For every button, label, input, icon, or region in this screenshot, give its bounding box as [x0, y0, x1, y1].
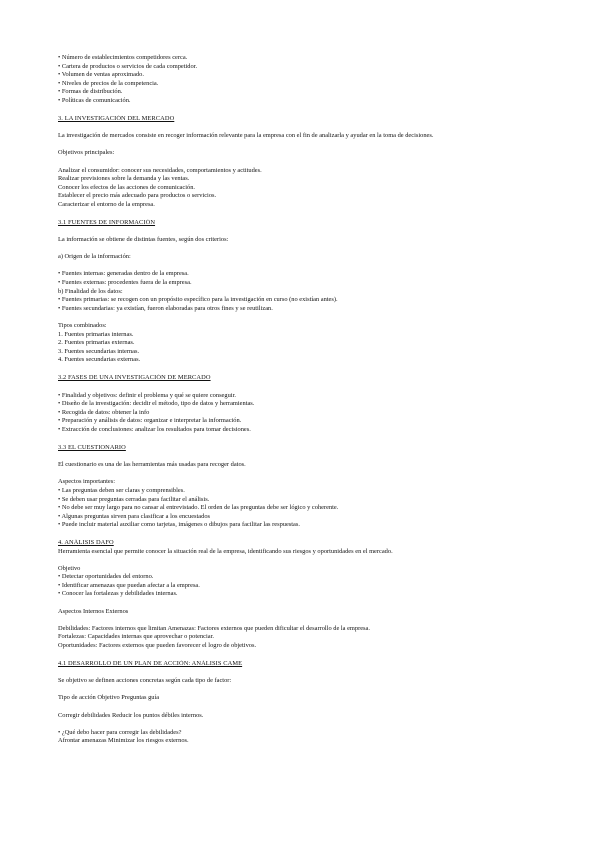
paragraph: Se objetivo se definen acciones concretas según cada tipo de factor: — [58, 677, 232, 685]
section-heading-came: 4.1 DESARROLLO DE UN PLAN DE ACCIÓN: ANÁLISIS CAME — [58, 659, 243, 667]
section-heading-fuentes: 3.1 FUENTES DE INFORMACIÓN — [58, 218, 156, 226]
list-item: • ¿Qué debo hacer para corregir las debilidades? — [58, 728, 182, 736]
subheading: Objetivos principales: — [58, 149, 115, 157]
list-item: • Diseño de la investigación: decidir el método, tipo de datos y herramientas. — [58, 400, 255, 408]
list-item: • Número de establecimientos competidores cerca. — [58, 54, 188, 61]
list-item: • Niveles de precios de la competencia. — [58, 79, 159, 87]
list-item: Fortalezas: Capacidades internas que aprovechar o potenciar. — [58, 633, 214, 641]
paragraph: La información se obtiene de distintas fuentes, según dos criterios: — [58, 236, 229, 244]
competidores-list — [58, 54, 558, 106]
list-item: • Formas de distribución. — [58, 88, 123, 96]
paragraph: La investigación de mercados consiste en recoger información relevante para la empresa con el fin de analizarla y ayudar en la toma de decisiones. — [58, 132, 434, 140]
subheading: Aspectos Internos Externos — [58, 607, 129, 615]
list-item: 1. Fuentes primarias internas. — [58, 330, 134, 338]
list-item: • Conocer las fortalezas y debilidades internas. — [58, 590, 178, 598]
list-item: • Algunas preguntas sirven para clasificar a los encuestados — [58, 512, 211, 520]
section-heading-investigacion: 3. LA INVESTIGACIÓN DEL MERCADO — [58, 114, 175, 122]
list-item: 4. Fuentes secundarias externas. — [58, 356, 141, 364]
subheading: Aspectos importantes: — [58, 478, 115, 486]
list-item: Conocer los efectos de las acciones de comunicación. — [58, 183, 195, 191]
list-item: • Extracción de conclusiones: analizar los resultados para tomar decisiones. — [58, 425, 251, 433]
list-item: • Fuentes primarias: se recogen con un propósito específico para la investigación en curso (no existían antes). — [58, 296, 338, 304]
paragraph: El cuestionario es una de las herramientas más usadas para recoger datos. — [58, 461, 246, 469]
table-header: Tipo de acción Objetivo Preguntas guía — [58, 694, 160, 702]
subheading: Objetivo — [58, 564, 81, 572]
section-heading-cuestionario: 3.3 EL CUESTIONARIO — [58, 443, 126, 451]
list-item: • Cartera de productos o servicios de cada competidor. — [58, 62, 198, 70]
list-item: • Finalidad y objetivos: definir el problema y qué se quiere conseguir. — [58, 391, 236, 399]
list-item: Establecer el precio más adecuado para productos o servicios. — [58, 192, 217, 200]
list-item: • Identificar amenazas que puedan afectar a la empresa. — [58, 581, 200, 589]
list-item: Debilidades: Factores internos que limitan Amenazas: Factores externos que pueden dificultar el desarrollo de la empresa. — [58, 624, 370, 632]
table-row: Corregir debilidades Reducir los puntos débiles internos. — [58, 711, 204, 719]
subheading: Tipos combinados: — [58, 322, 107, 330]
list-item: • No debe ser muy largo para no cansar al entrevistado. El orden de las preguntas debe ser lógico y coherente. — [58, 504, 339, 512]
document-page — [58, 54, 558, 746]
list-item: Realizar previsiones sobre la demanda y las ventas. — [58, 175, 190, 183]
list-item: b) Finalidad de los datos: — [58, 287, 123, 295]
list-item: • Recogida de datos: obtener la info — [58, 408, 150, 416]
list-item: • Volumen de ventas aproximado. — [58, 71, 144, 79]
list-item: 2. Fuentes primarias externas. — [58, 339, 135, 347]
list-item: • Preparación y análisis de datos: organizar e interpretar la información. — [58, 417, 242, 425]
list-item: • Las preguntas deben ser claras y comprensibles. — [58, 486, 185, 494]
list-item: • Fuentes secundarias: ya existían, fueron elaboradas para otros fines y se reutilizan. — [58, 304, 273, 312]
list-item: Caracterizar el entorno de la empresa. — [58, 200, 155, 208]
list-item: • Fuentes externas: procedentes fuera de la empresa. — [58, 279, 192, 287]
list-item: • Detectar oportunidades del entorno. — [58, 573, 154, 581]
list-item: Oportunidades: Factores externos que pueden favorecer el logro de objetivos. — [58, 642, 257, 650]
list-item: • Se deben usar preguntas cerradas para facilitar el análisis. — [58, 495, 210, 503]
list-item: • Fuentes internas: generadas dentro de la empresa. — [58, 270, 189, 278]
subheading: a) Origen de la información: — [58, 253, 131, 261]
list-item: • Políticas de comunicación. — [58, 96, 131, 104]
section-heading-fases: 3.2 FASES DE UNA INVESTIGACIÓN DE MERCADO — [58, 374, 211, 381]
list-item: • Puede incluir material auxiliar como tarjetas, imágenes o dibujos para facilitar las respuestas. — [58, 521, 300, 529]
list-item: 3. Fuentes secundarias internas. — [58, 347, 140, 355]
paragraph: Herramienta esencial que permite conocer la situación real de la empresa, identificando sus riesgos y oportunidades en el mercado. — [58, 547, 393, 555]
section-heading-dafo: 4. ANÁLISIS DAFO — [58, 538, 114, 546]
list-item: Analizar el consumidor: conocer sus necesidades, comportamientos y actitudes. — [58, 166, 262, 174]
table-row: Afrontar amenazas Minimizar los riesgos externos. — [58, 737, 189, 745]
